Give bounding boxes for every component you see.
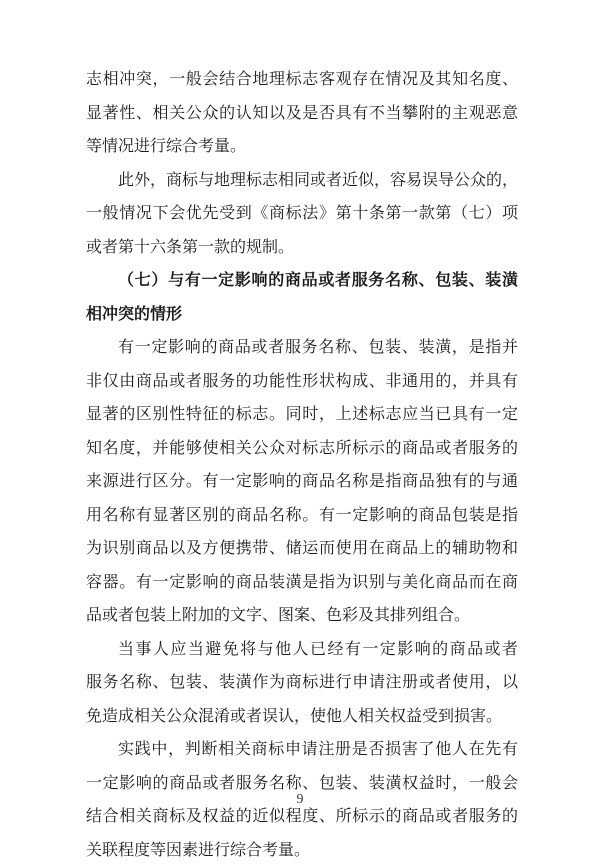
- paragraph-line: 知名度，并能够使相关公众对标志所标示的商品或者服务的: [86, 431, 518, 465]
- paragraph-line: 品或者包装上附加的文字、图案、色彩及其排列组合。: [86, 598, 518, 632]
- document-body: [86, 62, 518, 866]
- paragraph-line: 一定影响的商品或者服务名称、包装、装潢权益时，一般会: [86, 766, 518, 800]
- paragraph-line: 此外，商标与地理标志相同或者近似，容易误导公众的，: [86, 163, 518, 197]
- paragraph-line: 显著性、相关公众的认知以及是否具有不当攀附的主观恶意: [86, 96, 518, 130]
- paragraph-line: 为识别商品以及方便携带、储运而使用在商品上的辅助物和: [86, 531, 518, 565]
- paragraph-line: 实践中，判断相关商标申请注册是否损害了他人在先有: [86, 732, 518, 766]
- paragraph-line: 显著的区别性特征的标志。同时，上述标志应当已具有一定: [86, 397, 518, 431]
- paragraph-line: 非仅由商品或者服务的功能性形状构成、非通用的，并具有: [86, 364, 518, 398]
- paragraph-line: 有一定影响的商品或者服务名称、包装、装潢，是指并: [86, 330, 518, 364]
- paragraph-line: 容器。有一定影响的商品装潢是指为识别与美化商品而在商: [86, 565, 518, 599]
- paragraph-line: 关联程度等因素进行综合考量。: [86, 833, 518, 866]
- page-number: 9: [0, 792, 600, 808]
- paragraph-line: 当事人应当避免将与他人已经有一定影响的商品或者: [86, 632, 518, 666]
- paragraph-line: 免造成相关公众混淆或者误认，使他人相关权益受到损害。: [86, 699, 518, 733]
- paragraph-line: 结合相关商标及权益的近似程度、所标示的商品或者服务的: [86, 799, 518, 833]
- paragraph-line: 或者第十六条第一款的规制。: [86, 230, 518, 264]
- paragraph-line: 志相冲突，一般会结合地理标志客观存在情况及其知名度、: [86, 62, 518, 96]
- paragraph-line: 服务名称、包装、装潢作为商标进行申请注册或者使用，以: [86, 665, 518, 699]
- section-heading-line: （七）与有一定影响的商品或者服务名称、包装、装潢: [86, 263, 518, 297]
- paragraph-line: 一般情况下会优先受到《商标法》第十条第一款第（七）项: [86, 196, 518, 230]
- paragraph-line: 等情况进行综合考量。: [86, 129, 518, 163]
- paragraph-line: 来源进行区分。有一定影响的商品名称是指商品独有的与通: [86, 464, 518, 498]
- section-heading-line: 相冲突的情形: [86, 297, 518, 331]
- paragraph-line: 用名称有显著区别的商品名称。有一定影响的商品包装是指: [86, 498, 518, 532]
